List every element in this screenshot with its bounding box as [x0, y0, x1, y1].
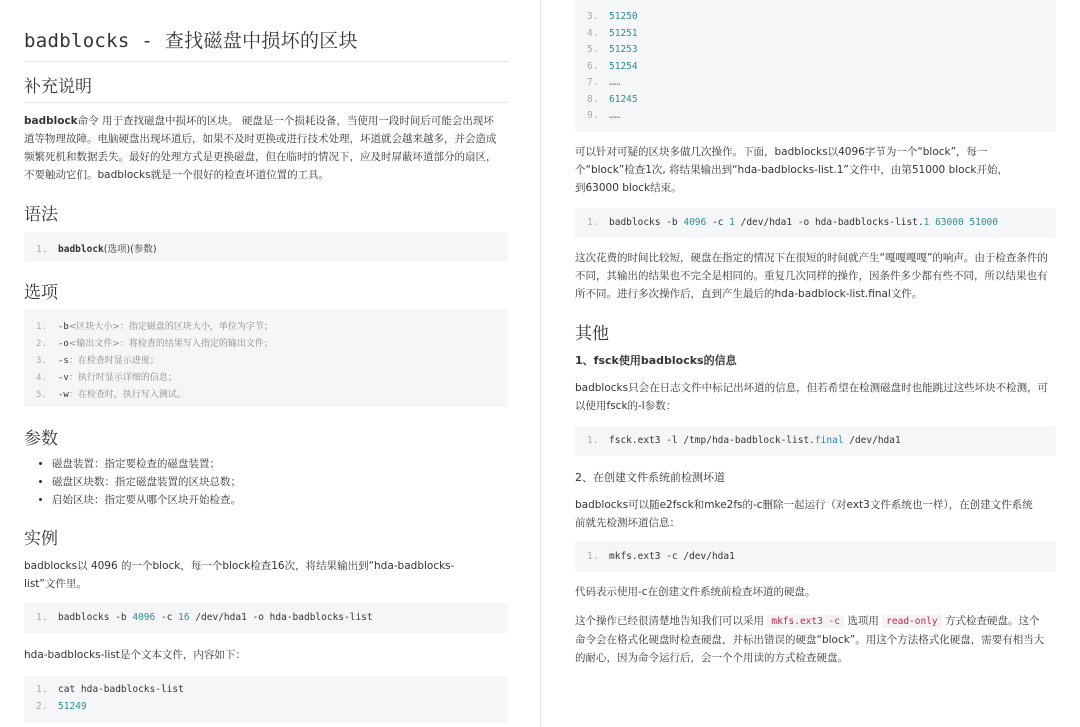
option-line: 1. -b<区块大小>：指定磁盘的区块大小，单位为字节； [36, 322, 273, 332]
params-list [24, 455, 241, 509]
paragraph-line: 所不同。进行多次操作后，直到产生最后的hda-badblock-list.final文件。 [575, 288, 923, 300]
paragraph-line: 这次花费的时间比较短，硬盘在指定的情况下在很短的时间就产生“嘎嘎嘎嘎”的响声。由于检查条件的 [575, 252, 1048, 264]
inline-code: read-only [882, 615, 941, 628]
code-line: 1. mkfs.ext3 -c /dev/hda1 [587, 551, 735, 562]
list-item: • 启始区块：指定要从哪个区块开始检查。 [52, 491, 241, 509]
example-line: badblocks以 4096 的一个block，每一个block检查16次，将结果输出到“hda-badblocks- [24, 560, 455, 572]
code-line: 4. 51251 [587, 28, 638, 39]
text-file-paragraph: hda-badblocks-list是个文本文件，内容如下： [24, 649, 246, 661]
code-block-list-continued [575, 0, 1056, 132]
intro-line: 道等物理故障。电脑硬盘出现坏道后，如果不及时更换或进行技术处理，坏道就会越来越多，并会造成 [24, 133, 497, 145]
section-heading-examples: 实例 [24, 529, 58, 549]
code-block-cat [24, 676, 508, 722]
intro-line: 命令 用于查找磁盘中损坏的区块。 硬盘是一个损耗设备，当使用一段时间后可能会出现坏 [77, 115, 494, 127]
option-line: 5. -w：在检查时，执行写入测试。 [36, 390, 186, 400]
column-divider [540, 0, 541, 727]
code-line: 1. fsck.ext3 -l /tmp/hda-badblock-list.final /dev/hda1 [587, 435, 901, 446]
code-line: 1. cat hda-badblocks-list [36, 684, 184, 695]
option-line: 4. -v：执行时显示详细的信息； [36, 373, 177, 383]
option-line: 3. -s：在检查时显示进度； [36, 356, 159, 366]
paragraph-fsck [575, 379, 1048, 415]
code-line: 3. 51250 [587, 11, 638, 22]
inline-code: mkfs.ext3 -c [767, 615, 844, 628]
example-line: list”文件里。 [24, 578, 87, 590]
section-heading-syntax: 语法 [24, 205, 58, 225]
paragraph-line: badblocks只会在日志文件中标记出坏道的信息，但若希望在检测磁盘时也能跳过这些坏块不检测，可 [575, 382, 1049, 394]
code-block-repeat [575, 208, 1056, 238]
paragraph-mkfs [575, 496, 1033, 532]
intro-command: badblock [24, 115, 78, 127]
paragraph-line: 到63000 block结束。 [575, 182, 682, 194]
subheading-fsck: 1、fsck使用badblocks的信息 [575, 354, 737, 367]
code-line: 6. 51254 [587, 61, 638, 72]
code-line: 9. …… [587, 110, 621, 121]
intro-paragraph [24, 112, 497, 184]
code-line: 5. 51253 [587, 44, 638, 55]
code-block-mkfs [575, 542, 1056, 572]
paragraph-line: 不同，其输出的结果也不完全是相同的。重复几次同样的操作，因条件多少都有些不同，所以结果也有 [575, 270, 1048, 282]
paragraph-line: 这个操作已经很清楚地告知我们可以采用 mkfs.ext3 -c 选项用 read-only 方式检查硬盘。这个 [575, 615, 1040, 627]
paragraph-line: 以使用fsck的-l参数： [575, 400, 677, 412]
paragraph-line: 前就先检测坏道信息： [575, 517, 680, 529]
code-block-syntax [24, 232, 508, 262]
section-heading-supplement: 补充说明 [24, 72, 508, 103]
paragraph-line: badblocks可以随e2fsck和mke2fs的-c删除一起运行（对ext3文件系统也一样），在创建文件系统 [575, 499, 1033, 511]
option-line: 2. -o<输出文件>：将检查的结果写入指定的输出文件； [36, 339, 273, 349]
code-block-fsck [575, 426, 1056, 456]
intro-line: 频繁死机和数据丢失。最好的处理方式是更换磁盘，但在临时的情况下，应及时屏蔽坏道部分的扇区， [24, 151, 497, 163]
paragraph-line: 的耐心，因为命令运行后，会一个个用读的方式检查硬盘。 [575, 652, 848, 664]
paragraph-line: 可以针对可疑的区块多做几次操作。下面，badblocks以4096字节为一个“block”，每一 [575, 146, 988, 158]
code-line: 1. badblocks -b 4096 -c 16 /dev/hda1 -o hda-badblocks-list [36, 612, 373, 623]
code-block-example [24, 603, 508, 633]
subheading-mkfs: 2、在创建文件系统前检测坏道 [575, 471, 725, 484]
page-title: badblocks - 查找磁盘中损坏的区块 [24, 26, 508, 62]
code-line: 7. …… [587, 77, 621, 88]
paragraph-readonly [575, 612, 1044, 667]
code-line: 1. badblocks -b 4096 -c 1 /dev/hda1 -o hda-badblocks-list.1 63000 51000 [587, 217, 998, 228]
section-heading-options: 选项 [24, 283, 58, 303]
intro-line: 不要触动它们。badblocks就是一个很好的检查坏道位置的工具。 [24, 169, 330, 181]
code-block-options [24, 310, 508, 407]
code-line: 8. 61245 [587, 94, 638, 105]
paragraph-result [575, 249, 1048, 303]
paragraph-line: 个“block”检查1次, 将结果输出到“hda-badblocks-list.1”文件中，由第51000 block开始， [575, 164, 1008, 176]
paragraph-mkfs-note: 代码表示使用-c在创建文件系统前检查坏道的硬盘。 [575, 586, 816, 598]
example-paragraph [24, 557, 454, 593]
code-line: 2. 51249 [36, 701, 87, 712]
code-line: 1. badblock(选项)(参数) [36, 244, 157, 255]
paragraph-line: 命令会在格式化硬盘时检查硬盘，并标出错误的硬盘“block”。用这个方法格式化硬盘，需要有相当大 [575, 634, 1045, 646]
paragraph-repeat-check [575, 143, 1008, 197]
list-item: • 磁盘装置：指定要检查的磁盘装置； [52, 455, 241, 473]
section-heading-other: 其他 [575, 324, 609, 344]
list-item: • 磁盘区块数：指定磁盘装置的区块总数； [52, 473, 241, 491]
section-heading-params: 参数 [24, 429, 58, 449]
